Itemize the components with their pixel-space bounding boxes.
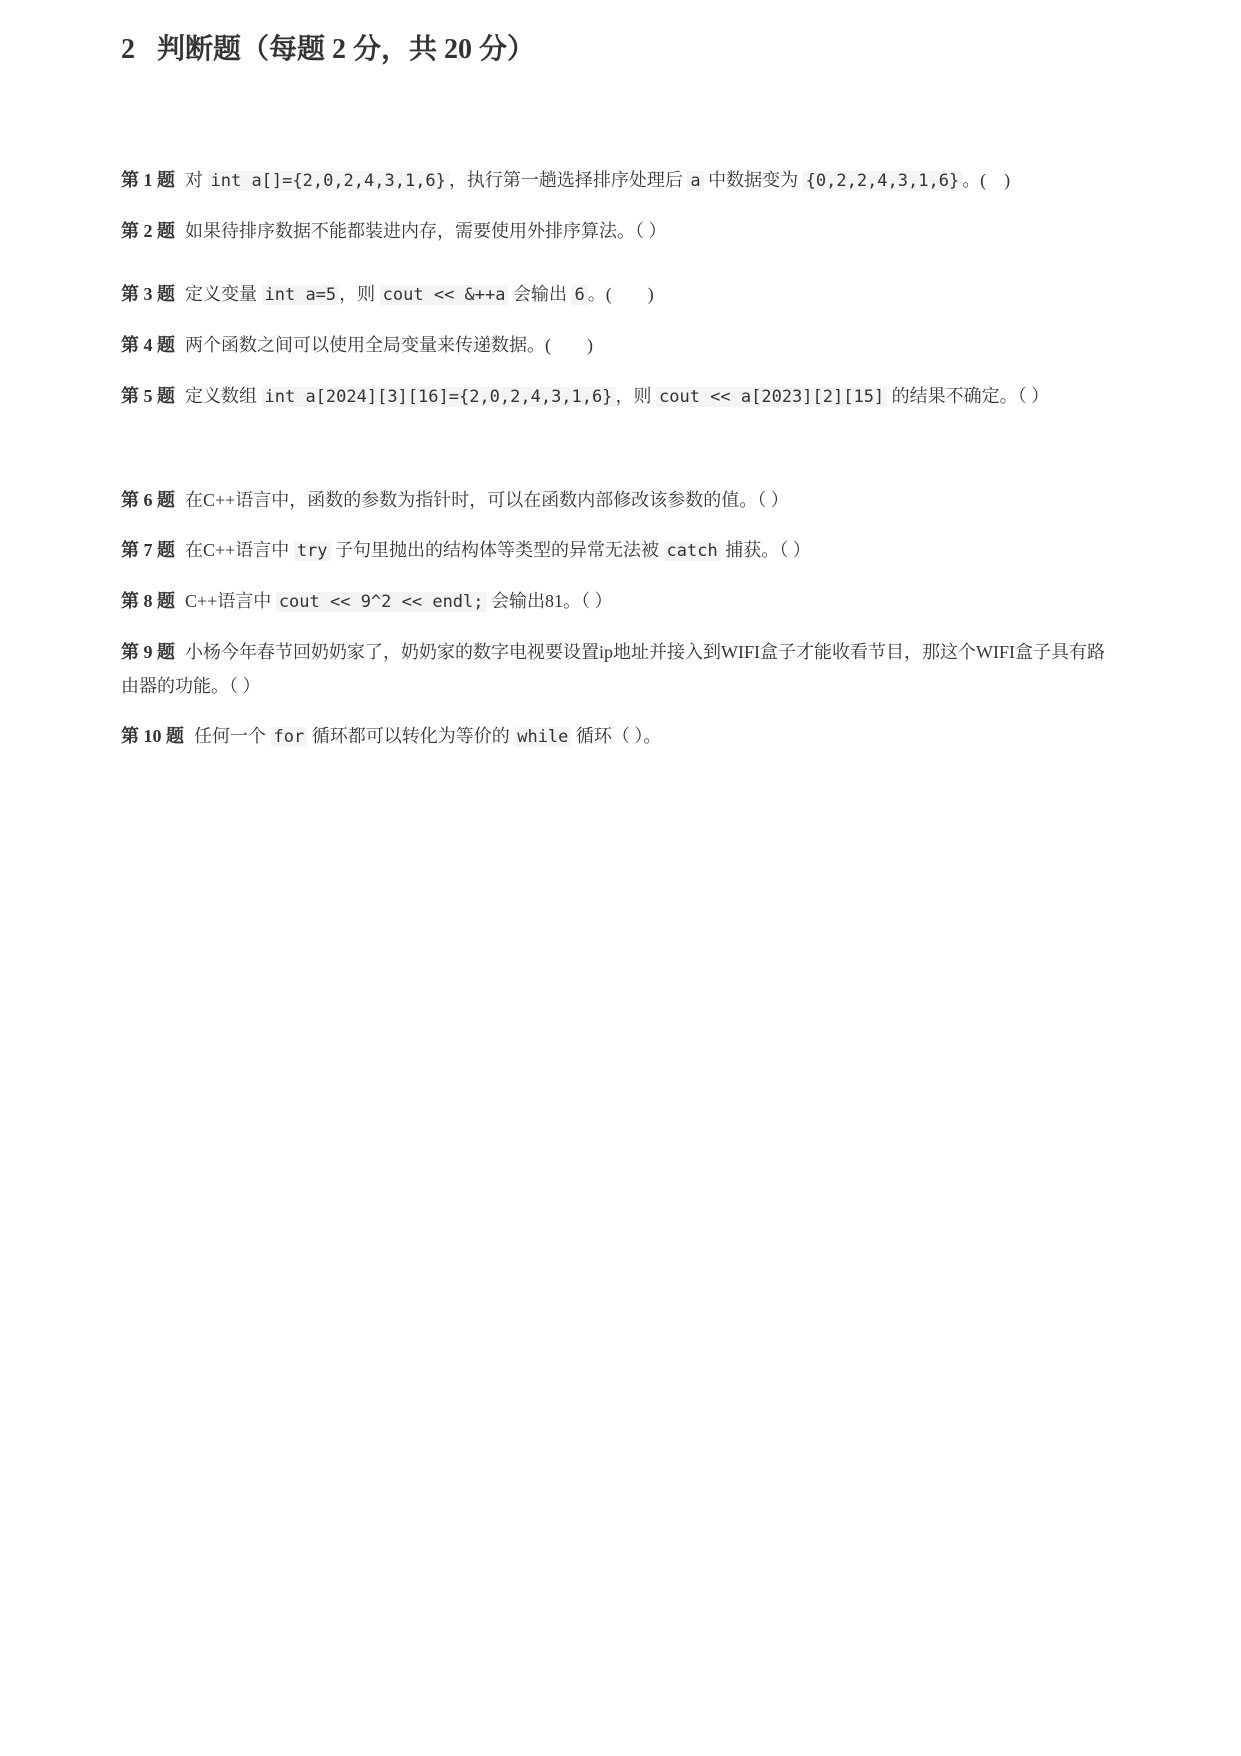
question-label: 第 8 题 [121, 591, 175, 611]
question-text: 子句里抛出的结构体等类型的异常无法被 [330, 540, 664, 560]
code-snippet: a [687, 171, 703, 191]
question-1 [121, 163, 1121, 198]
question-label: 第 5 题 [121, 386, 175, 406]
question-7 [121, 533, 1121, 568]
code-snippet: cout << &++a [380, 285, 509, 305]
question-6 [121, 483, 1121, 517]
question-text: 定义变量 [185, 284, 262, 304]
code-snippet: cout << 9^2 << endl; [276, 592, 487, 612]
question-text: 中数据变为 [703, 170, 803, 190]
code-snippet: catch [664, 541, 721, 561]
section-number: 2 [121, 34, 135, 65]
question-9 [121, 635, 1121, 703]
question-text: C++语言中 [185, 591, 276, 611]
question-10 [121, 719, 1121, 754]
section-heading [121, 30, 535, 70]
code-snippet: 6 [571, 285, 587, 305]
question-text: ，则 [339, 284, 380, 304]
question-text: 的结果不确定。（ ） [887, 386, 1050, 406]
question-text: 小杨今年春节回奶奶家了，奶奶家的数字电视要设置ip地址并接入到WIFI盒子才能收看节目，那这个WIFI盒子具有路由器的功能。（ ） [121, 642, 1105, 696]
question-3 [121, 277, 1121, 312]
question-text: ，则 [615, 386, 656, 406]
question-label: 第 10 题 [121, 726, 184, 746]
question-label: 第 7 题 [121, 540, 175, 560]
question-label: 第 3 题 [121, 284, 175, 304]
question-text: ，执行第一趟选择排序处理后 [448, 170, 688, 190]
question-2 [121, 214, 1121, 248]
question-text: 捕获。（ ） [720, 540, 811, 560]
question-text: 。( ) [587, 284, 654, 304]
question-label: 第 1 题 [121, 170, 175, 190]
question-text: 循环（ ）。 [571, 726, 662, 746]
question-text: 对 [185, 170, 208, 190]
section-title: 判断题（每题 2 分，共 20 分） [157, 34, 536, 65]
question-text: 如果待排序数据不能都装进内存，需要使用外排序算法。（ ） [185, 221, 667, 241]
question-label: 第 2 题 [121, 221, 175, 241]
code-snippet: int a=5 [262, 285, 340, 305]
question-text: 定义数组 [185, 386, 262, 406]
question-text: 在C++语言中 [185, 540, 294, 560]
question-label: 第 9 题 [121, 642, 175, 662]
question-text: 会输出81。（ ） [486, 591, 613, 611]
question-label: 第 4 题 [121, 335, 175, 355]
question-8 [121, 584, 1121, 619]
question-text: 会输出 [508, 284, 572, 304]
question-text: 循环都可以转化为等价的 [307, 726, 515, 746]
code-snippet: {0,2,2,4,3,1,6} [803, 171, 963, 191]
question-label: 第 6 题 [121, 490, 175, 510]
question-text: 。( ) [962, 170, 1011, 190]
question-text: 任何一个 [194, 726, 271, 746]
question-5 [121, 379, 1121, 414]
code-snippet: while [514, 727, 571, 747]
code-snippet: cout << a[2023][2][15] [656, 387, 887, 407]
question-text: 两个函数之间可以使用全局变量来传递数据。( ) [185, 335, 593, 355]
code-snippet: try [294, 541, 331, 561]
code-snippet: for [271, 727, 308, 747]
code-snippet: int a[2024][3][16]={2,0,2,4,3,1,6} [262, 387, 616, 407]
code-snippet: int a[]={2,0,2,4,3,1,6} [208, 171, 449, 191]
question-text: 在C++语言中，函数的参数为指针时，可以在函数内部修改该参数的值。（ ） [185, 490, 789, 510]
question-4 [121, 328, 1121, 362]
